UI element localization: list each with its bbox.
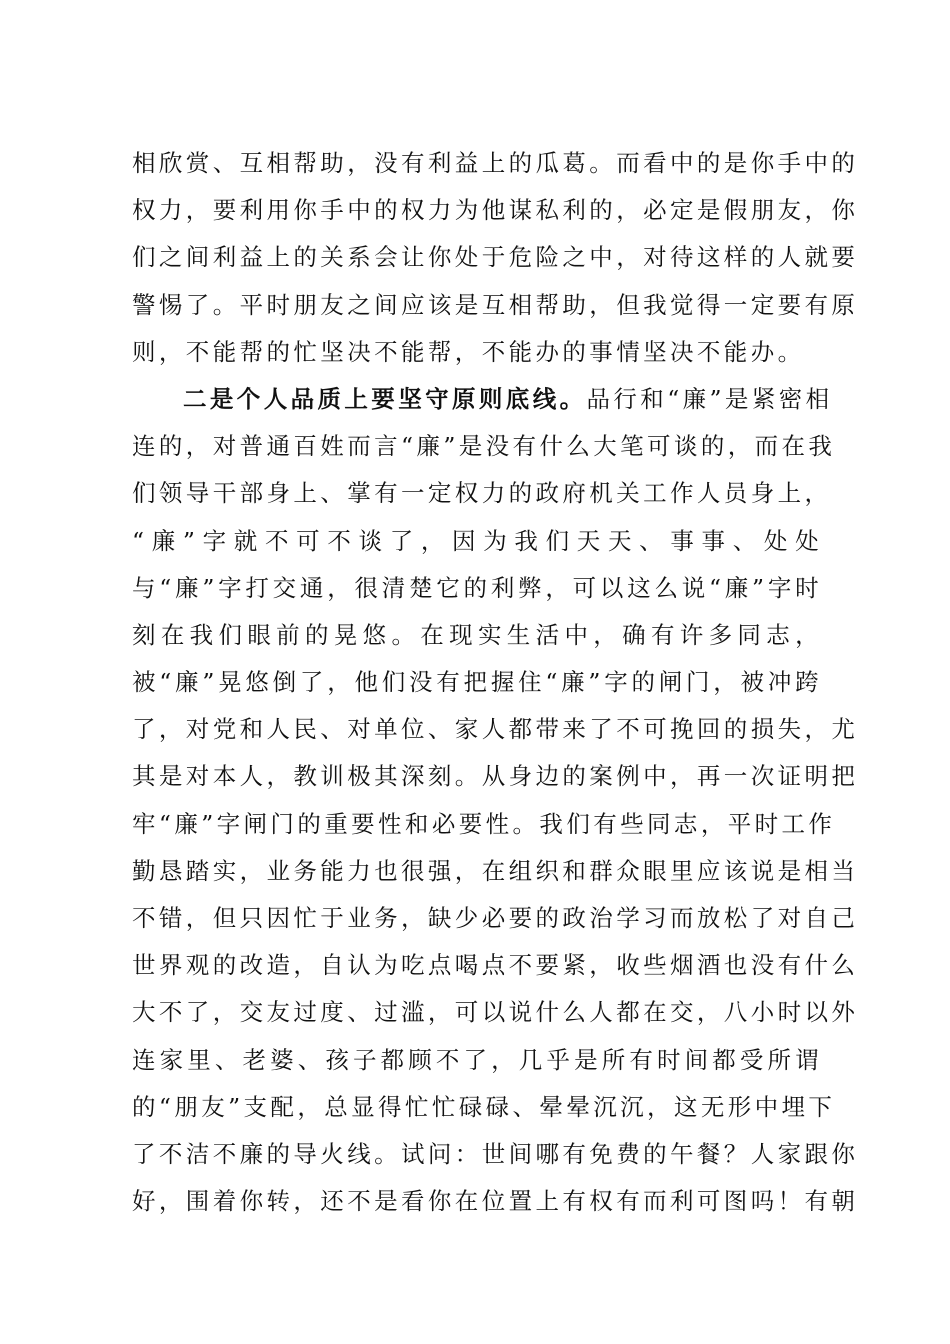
paragraph-2-line-12: 不错，但只因忙于业务，缺少必要的政治学习而放松了对自己: [132, 904, 859, 932]
paragraph-2-line-7: 被“廉”晃悠倒了，他们没有把握住“廉”字的闸门，被冲跨: [132, 668, 822, 697]
paragraph-2-line-5: 与“廉”字打交通，很清楚它的利弊，可以这么说“廉”字时: [132, 573, 822, 602]
paragraph-2-line-14: 大不了，交友过度、过滥，可以说什么人都在交，八小时以外: [132, 998, 859, 1027]
paragraph-2-line-4: “廉”字就不可不谈了，因为我们天天、事事、处处: [132, 526, 822, 555]
paragraph-2-line-18: 好，围着你转，还不是看你在位置上有权有而利可图吗！有朝: [132, 1187, 859, 1216]
paragraph-2-line-3: 们领导干部身上、掌有一定权力的政府机关工作人员身上，: [132, 479, 832, 508]
paragraph-1-line-3: 们之间利益上的关系会让你处于危险之中，对待这样的人就要: [132, 243, 859, 272]
paragraph-1-line-1: 相欣赏、互相帮助，没有利益上的瓜葛。而看中的是你手中的: [132, 149, 859, 177]
paragraph-2-line-10: 牢“廉”字闸门的重要性和必要性。我们有些同志，平时工作: [132, 809, 836, 838]
paragraph-1-line-4: 警惕了。平时朋友之间应该是互相帮助，但我觉得一定要有原: [132, 290, 859, 319]
paragraph-2-line-15: 连家里、老婆、孩子都顾不了，几乎是所有时间都受所谓: [132, 1045, 822, 1074]
paragraph-2-line-17: 了不洁不廉的导火线。试问：世间哪有免费的午餐？人家跟你: [132, 1139, 859, 1168]
body-text: [132, 140, 859, 1225]
paragraph-2-line-9: 其是对本人，教训极其深刻。从身边的案例中，再一次证明把: [132, 762, 859, 791]
paragraph-2-line-2: 连的，对普通百姓而言“廉”是没有什么大笔可谈的，而在我: [132, 432, 836, 461]
paragraph-2-line-6: 刻在我们眼前的晃悠。在现实生活中，确有许多同志，: [132, 620, 822, 649]
paragraph-2-line-11: 勤恳踏实，业务能力也很强，在组织和群众眼里应该说是相当: [132, 856, 859, 885]
paragraph-2-line-1: [132, 376, 833, 423]
paragraph-1-line-5: 则，不能帮的忙坚决不能帮，不能办的事情坚决不能办。: [132, 337, 805, 366]
paragraph-2-line-8: 了，对党和人民、对单位、家人都带来了不可挽回的损失，尤: [132, 715, 859, 744]
paragraph-2-heading: 二是个人品质上要坚守原则底线。: [183, 384, 587, 413]
paragraph-2-line-13: 世界观的改造，自认为吃点喝点不要紧，收些烟酒也没有什么: [132, 951, 859, 980]
paragraph-1-line-2: 权力，要利用你手中的权力为他谋私利的，必定是假朋友，你: [132, 196, 859, 225]
paragraph-2-line-16: 的“朋友”支配，总显得忙忙碌碌、晕晕沉沉，这无形中埋下: [132, 1092, 836, 1121]
paragraph-2-first-line-rest: 品行和“廉”是紧密相: [586, 384, 833, 413]
